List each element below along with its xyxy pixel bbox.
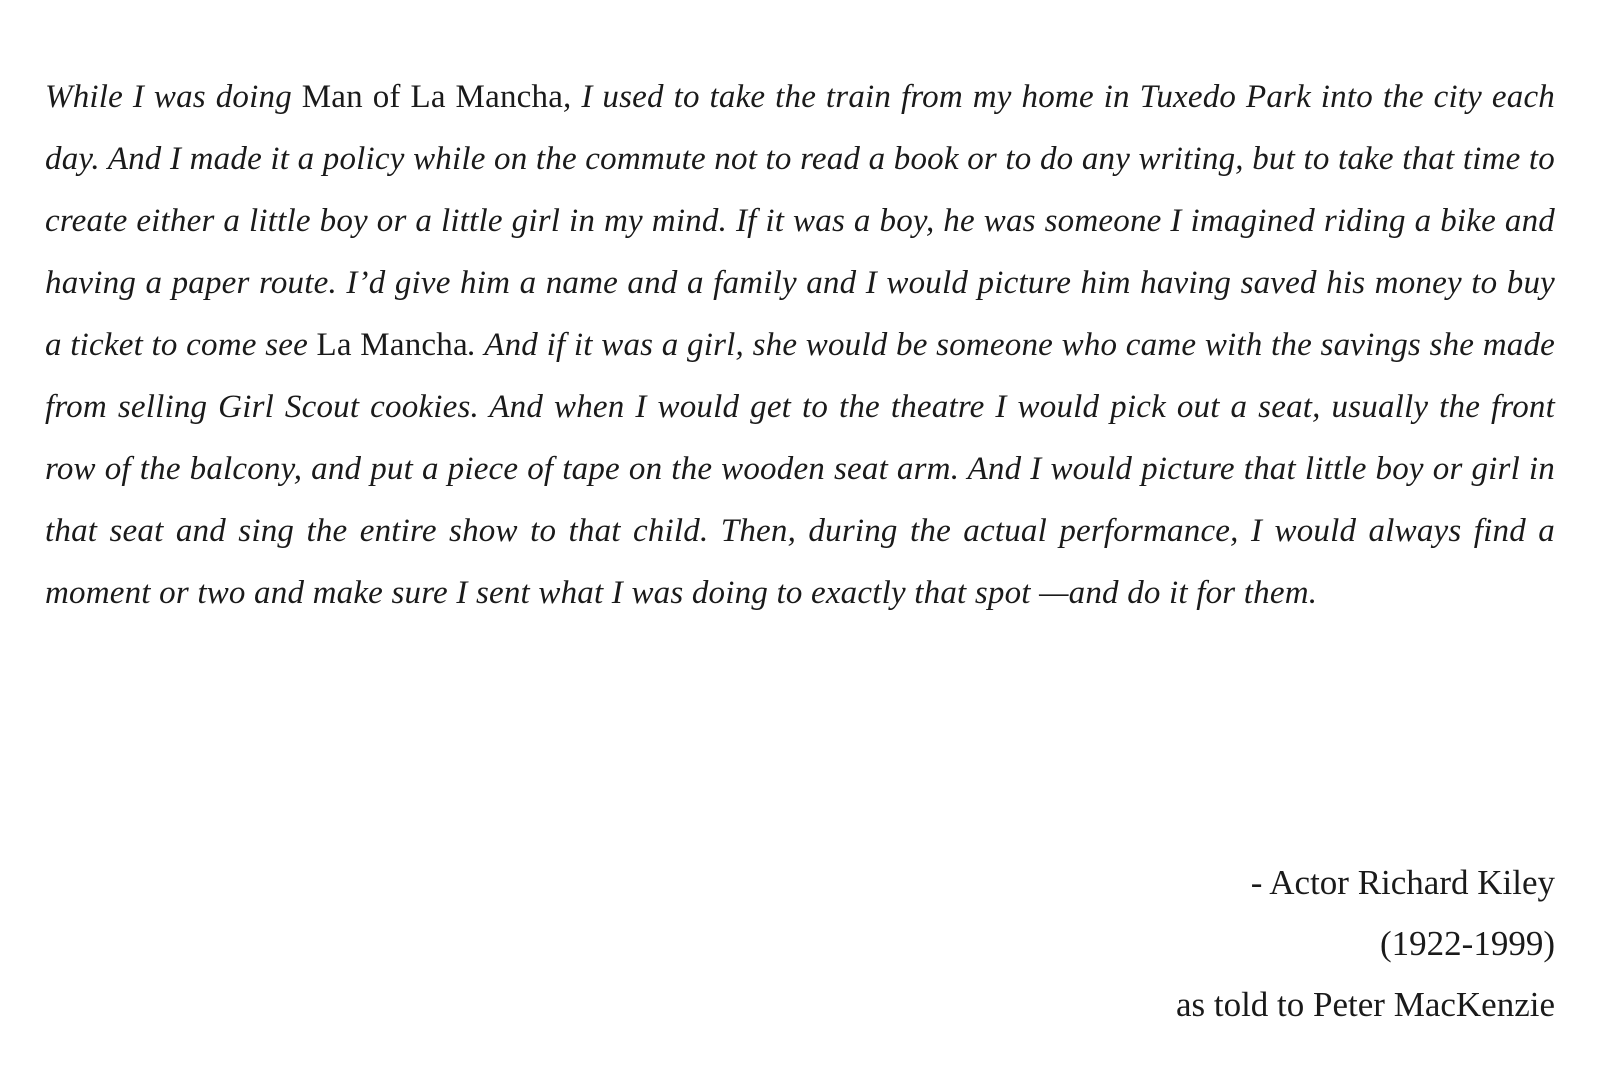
attribution-name: - Actor Richard Kiley xyxy=(1250,863,1555,902)
play-title-short: La Mancha xyxy=(316,327,468,363)
attribution xyxy=(1176,852,1555,1035)
attribution-years: (1922-1999) xyxy=(1380,924,1555,963)
quote-text-part-1: While I was doing xyxy=(45,79,302,115)
play-title: Man of La Mancha xyxy=(301,79,564,115)
quote-text-part-3: . And if it was a girl, she would be someone who came with the savings she made from selling Girl Scout cookies. And when I would get to the theatre I would pick out a seat, usually the front row of the balcony, and put a piece of tape on the wooden seat arm. And I would picture that little boy or girl in that seat and sing the entire show to that child. Then, during the actual performance, I would always find a moment or two and make sure I sent what I was doing to exactly that spot —and do it for them. xyxy=(45,327,1555,611)
attribution-source: as told to Peter MacKenzie xyxy=(1175,985,1555,1024)
quote-text-part-2: , I used to take the train from my home in Tuxedo Park into the city each day. And I made it a policy while on the commute not to read a book or to do any writing, but to take that time to create either a little boy or a little girl in my mind. If it was a boy, he was someone I imagined riding a bike and having a paper route. I’d give him a name and a family and I would picture him having saved his money to buy a ticket to come see xyxy=(45,79,1555,363)
quote-paragraph xyxy=(45,66,1555,624)
